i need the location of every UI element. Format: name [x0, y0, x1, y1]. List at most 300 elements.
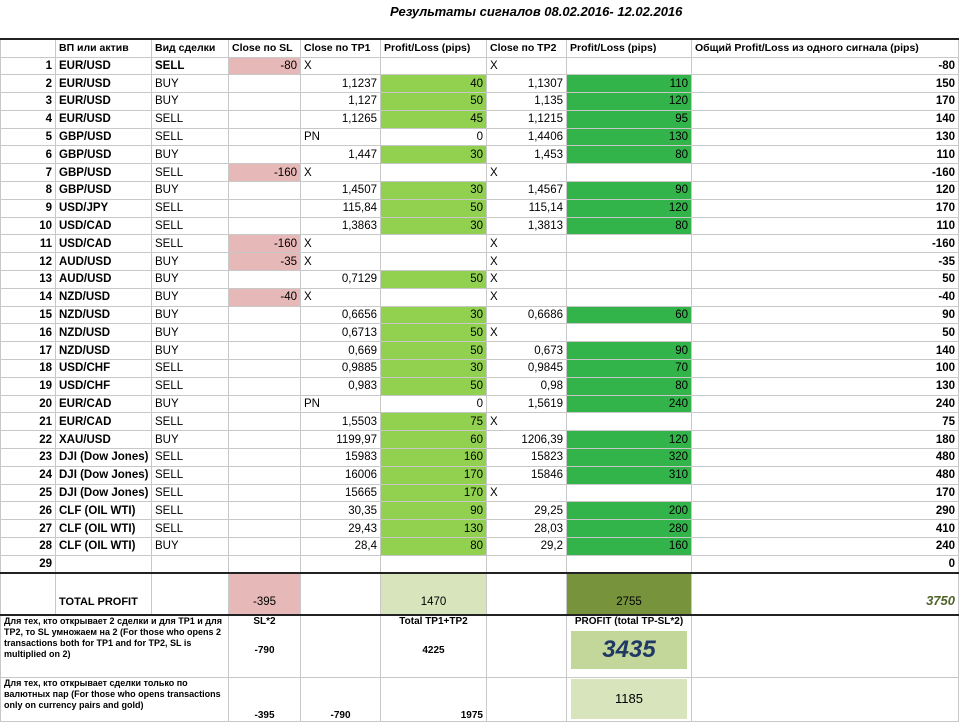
row-number: 28 — [1, 538, 56, 556]
pl1-cell — [381, 253, 487, 271]
close-tp1-cell: 1,3863 — [301, 217, 381, 235]
grand-total: 3750 — [692, 573, 959, 615]
total-profit-label: TOTAL PROFIT — [56, 573, 152, 615]
close-tp2-cell: 115,14 — [487, 199, 567, 217]
asset-cell: DJI (Dow Jones) — [56, 484, 152, 502]
close-sl-cell — [229, 484, 301, 502]
row-number: 2 — [1, 75, 56, 93]
trade-type-cell: BUY — [152, 182, 229, 200]
trade-type-cell: BUY — [152, 75, 229, 93]
pl2-cell: 200 — [567, 502, 692, 520]
table-row — [1, 288, 959, 306]
col-header-type: Вид сделки — [152, 39, 229, 57]
close-tp2-cell: 0,6686 — [487, 306, 567, 324]
asset-cell: NZD/USD — [56, 306, 152, 324]
asset-cell — [56, 555, 152, 573]
row-number: 18 — [1, 360, 56, 378]
trade-type-cell: BUY — [152, 271, 229, 289]
close-sl-cell: -160 — [229, 235, 301, 253]
table-row — [1, 466, 959, 484]
close-tp2-cell: X — [487, 484, 567, 502]
close-tp2-cell: X — [487, 288, 567, 306]
pl2-cell: 90 — [567, 342, 692, 360]
pl2-cell — [567, 235, 692, 253]
close-sl-cell — [229, 217, 301, 235]
pl2-cell: 70 — [567, 360, 692, 378]
asset-cell: CLF (OIL WTI) — [56, 538, 152, 556]
close-tp1-cell: 1,447 — [301, 146, 381, 164]
close-tp1-cell: 0,6713 — [301, 324, 381, 342]
asset-cell: USD/CHF — [56, 377, 152, 395]
pl2-cell — [567, 555, 692, 573]
row-number: 11 — [1, 235, 56, 253]
row-number: 20 — [1, 395, 56, 413]
close-sl-cell: -160 — [229, 164, 301, 182]
close-tp2-cell: X — [487, 271, 567, 289]
asset-cell: EUR/USD — [56, 93, 152, 111]
pl1-cell — [381, 235, 487, 253]
total-cell: 130 — [692, 128, 959, 146]
close-tp2-cell: 1206,39 — [487, 431, 567, 449]
trade-type-cell: BUY — [152, 253, 229, 271]
table-row — [1, 75, 959, 93]
close-sl-cell — [229, 538, 301, 556]
table-row — [1, 182, 959, 200]
pl2-cell: 80 — [567, 377, 692, 395]
trade-type-cell: BUY — [152, 93, 229, 111]
total-cell: 0 — [692, 555, 959, 573]
close-sl-cell — [229, 377, 301, 395]
pl2-cell: 310 — [567, 466, 692, 484]
total-cell: 170 — [692, 199, 959, 217]
total-cell: 110 — [692, 146, 959, 164]
trade-type-cell: BUY — [152, 395, 229, 413]
col-header-asset: ВП или актив — [56, 39, 152, 57]
col-header-total: Общий Profit/Loss из одного сигнала (pips) — [692, 39, 959, 57]
close-tp1-cell: X — [301, 235, 381, 253]
trade-type-cell: SELL — [152, 502, 229, 520]
pl1-cell: 30 — [381, 182, 487, 200]
table-row — [1, 555, 959, 573]
pl1-cell: 60 — [381, 431, 487, 449]
table-row — [1, 271, 959, 289]
close-sl-cell — [229, 395, 301, 413]
row-number: 13 — [1, 271, 56, 289]
close-tp1-cell: 0,7129 — [301, 271, 381, 289]
row-number: 22 — [1, 431, 56, 449]
close-tp1-cell: 30,35 — [301, 502, 381, 520]
pl1-cell: 50 — [381, 342, 487, 360]
asset-cell: EUR/USD — [56, 57, 152, 75]
row-number: 15 — [1, 306, 56, 324]
close-tp1-cell: 0,6656 — [301, 306, 381, 324]
close-tp1-cell: X — [301, 253, 381, 271]
total-cell: 170 — [692, 484, 959, 502]
row2-tp1: -790 — [301, 677, 381, 721]
close-tp1-cell: 0,9885 — [301, 360, 381, 378]
close-sl-cell — [229, 128, 301, 146]
pl1-cell: 170 — [381, 466, 487, 484]
table-row — [1, 431, 959, 449]
pl1-cell: 50 — [381, 199, 487, 217]
pl1-cell — [381, 57, 487, 75]
close-sl-cell: -40 — [229, 288, 301, 306]
table-row — [1, 538, 959, 556]
close-tp2-cell: 1,3813 — [487, 217, 567, 235]
close-tp2-cell: X — [487, 253, 567, 271]
total-cell: 410 — [692, 520, 959, 538]
table-row — [1, 93, 959, 111]
asset-cell: NZD/USD — [56, 288, 152, 306]
tp-total-label: Total TP1+TP2 — [399, 616, 468, 628]
total-cell: 240 — [692, 395, 959, 413]
close-tp2-cell: 0,98 — [487, 377, 567, 395]
pl2-cell: 120 — [567, 199, 692, 217]
row-number: 23 — [1, 449, 56, 467]
asset-cell: USD/CHF — [56, 360, 152, 378]
close-tp2-cell: 15823 — [487, 449, 567, 467]
trade-type-cell: BUY — [152, 146, 229, 164]
trade-type-cell: SELL — [152, 360, 229, 378]
table-row — [1, 520, 959, 538]
row-number: 26 — [1, 502, 56, 520]
close-tp2-cell: X — [487, 164, 567, 182]
close-tp1-cell: 1,127 — [301, 93, 381, 111]
pl2-cell: 160 — [567, 538, 692, 556]
trade-type-cell: SELL — [152, 164, 229, 182]
close-sl-cell — [229, 93, 301, 111]
close-sl-cell — [229, 520, 301, 538]
close-sl-cell — [229, 555, 301, 573]
close-sl-cell — [229, 110, 301, 128]
close-tp1-cell: 16006 — [301, 466, 381, 484]
close-sl-cell — [229, 306, 301, 324]
pl2-cell: 80 — [567, 146, 692, 164]
sl2-label: SL*2 — [253, 616, 276, 628]
pl2-cell — [567, 57, 692, 75]
pl2-cell — [567, 271, 692, 289]
close-tp1-cell: 1,1265 — [301, 110, 381, 128]
pl2-cell: 80 — [567, 217, 692, 235]
close-tp1-cell: 0,983 — [301, 377, 381, 395]
close-sl-cell — [229, 413, 301, 431]
close-tp1-cell: 15983 — [301, 449, 381, 467]
asset-cell: GBP/USD — [56, 128, 152, 146]
row2-sl: -395 — [229, 677, 301, 721]
row-number: 12 — [1, 253, 56, 271]
row-number: 19 — [1, 377, 56, 395]
row2-pl1: 1975 — [381, 677, 487, 721]
trade-type-cell: BUY — [152, 306, 229, 324]
close-sl-cell — [229, 466, 301, 484]
total-cell: 120 — [692, 182, 959, 200]
total-cell: 50 — [692, 271, 959, 289]
row-number: 29 — [1, 555, 56, 573]
total-cell: 170 — [692, 93, 959, 111]
pl1-cell: 50 — [381, 271, 487, 289]
asset-cell: GBP/USD — [56, 146, 152, 164]
trade-type-cell: BUY — [152, 324, 229, 342]
total-cell: 75 — [692, 413, 959, 431]
col-header-pl2: Profit/Loss (pips) — [567, 39, 692, 57]
pl2-cell — [567, 413, 692, 431]
trade-type-cell: BUY — [152, 431, 229, 449]
close-tp2-cell: X — [487, 324, 567, 342]
total-cell: 240 — [692, 538, 959, 556]
table-row — [1, 253, 959, 271]
total-pl2: 2755 — [567, 573, 692, 615]
close-tp1-cell: 1199,97 — [301, 431, 381, 449]
table-row — [1, 395, 959, 413]
asset-cell: USD/CAD — [56, 217, 152, 235]
sheet-title: Результаты сигналов 08.02.2016- 12.02.2016 — [390, 4, 683, 19]
asset-cell: EUR/CAD — [56, 395, 152, 413]
row-number: 4 — [1, 110, 56, 128]
close-tp2-cell: X — [487, 413, 567, 431]
note-double-sl: Для тех, кто открывает 2 сделки и для TP1 и для TP2, то SL умножаем на 2 (For those who opens 2 transactions both for TP1 and for TP2, SL is multiplied on 2) — [1, 615, 229, 677]
trade-type-cell: SELL — [152, 466, 229, 484]
row-number: 7 — [1, 164, 56, 182]
row-number: 27 — [1, 520, 56, 538]
total-cell: 180 — [692, 431, 959, 449]
trade-type-cell: SELL — [152, 199, 229, 217]
trade-type-cell: SELL — [152, 235, 229, 253]
trade-type-cell: SELL — [152, 449, 229, 467]
table-row — [1, 484, 959, 502]
pl2-cell: 320 — [567, 449, 692, 467]
pl1-cell: 0 — [381, 128, 487, 146]
close-sl-cell — [229, 502, 301, 520]
total-profit-row — [1, 573, 959, 615]
trade-type-cell: SELL — [152, 128, 229, 146]
total-cell: 480 — [692, 449, 959, 467]
trade-type-cell: SELL — [152, 484, 229, 502]
trade-type-cell — [152, 555, 229, 573]
close-tp1-cell: 29,43 — [301, 520, 381, 538]
close-tp2-cell — [487, 555, 567, 573]
table-row — [1, 146, 959, 164]
pl1-cell: 30 — [381, 306, 487, 324]
total-cell: 110 — [692, 217, 959, 235]
currency-only-row — [1, 677, 959, 721]
pl1-cell: 0 — [381, 395, 487, 413]
table-row — [1, 360, 959, 378]
row-number: 5 — [1, 128, 56, 146]
pl1-cell: 40 — [381, 75, 487, 93]
col-header-sl: Close по SL — [229, 39, 301, 57]
total-cell: -80 — [692, 57, 959, 75]
profit-label: PROFIT (total TP-SL*2) — [574, 616, 684, 628]
close-tp2-cell: 15846 — [487, 466, 567, 484]
total-pl1: 1470 — [381, 573, 487, 615]
pl1-cell: 50 — [381, 324, 487, 342]
pl1-cell: 50 — [381, 93, 487, 111]
close-tp1-cell — [301, 555, 381, 573]
close-tp1-cell: PN — [301, 128, 381, 146]
trade-type-cell: SELL — [152, 217, 229, 235]
pl2-cell: 130 — [567, 128, 692, 146]
close-tp1-cell: X — [301, 164, 381, 182]
col-header-pl1: Profit/Loss (pips) — [381, 39, 487, 57]
asset-cell: EUR/CAD — [56, 413, 152, 431]
total-cell: 290 — [692, 502, 959, 520]
asset-cell: USD/CAD — [56, 235, 152, 253]
pl2-cell: 95 — [567, 110, 692, 128]
close-sl-cell — [229, 342, 301, 360]
row-number: 14 — [1, 288, 56, 306]
row-number: 21 — [1, 413, 56, 431]
asset-cell: EUR/USD — [56, 110, 152, 128]
row-number: 25 — [1, 484, 56, 502]
close-sl-cell: -80 — [229, 57, 301, 75]
pl2-cell: 120 — [567, 93, 692, 111]
row2-profit: 1185 — [571, 679, 687, 719]
close-sl-cell — [229, 360, 301, 378]
col-header-tp1: Close по TP1 — [301, 39, 381, 57]
row-number: 1 — [1, 57, 56, 75]
close-sl-cell — [229, 449, 301, 467]
col-header-tp2: Close по TP2 — [487, 39, 567, 57]
asset-cell: USD/JPY — [56, 199, 152, 217]
close-tp2-cell: 28,03 — [487, 520, 567, 538]
total-cell: 90 — [692, 306, 959, 324]
asset-cell: NZD/USD — [56, 342, 152, 360]
row-number: 24 — [1, 466, 56, 484]
asset-cell: DJI (Dow Jones) — [56, 449, 152, 467]
close-tp2-cell: 1,135 — [487, 93, 567, 111]
results-table — [0, 38, 959, 722]
pl1-cell: 30 — [381, 217, 487, 235]
table-row — [1, 235, 959, 253]
pl1-cell: 45 — [381, 110, 487, 128]
row-number: 16 — [1, 324, 56, 342]
pl1-cell: 75 — [381, 413, 487, 431]
close-tp2-cell: 1,4406 — [487, 128, 567, 146]
close-tp2-cell: 1,4567 — [487, 182, 567, 200]
total-cell: -35 — [692, 253, 959, 271]
table-row — [1, 502, 959, 520]
close-tp1-cell: PN — [301, 395, 381, 413]
table-row — [1, 342, 959, 360]
pl2-cell — [567, 484, 692, 502]
asset-cell: XAU/USD — [56, 431, 152, 449]
table-row — [1, 413, 959, 431]
asset-cell: GBP/USD — [56, 182, 152, 200]
close-tp2-cell: 1,5619 — [487, 395, 567, 413]
row-number: 3 — [1, 93, 56, 111]
close-sl-cell — [229, 182, 301, 200]
asset-cell: EUR/USD — [56, 75, 152, 93]
close-tp2-cell: 1,1215 — [487, 110, 567, 128]
total-cell: -40 — [692, 288, 959, 306]
asset-cell: AUD/USD — [56, 271, 152, 289]
pl1-cell: 30 — [381, 146, 487, 164]
pl1-cell: 80 — [381, 538, 487, 556]
profit-value: 3435 — [571, 631, 687, 669]
trade-type-cell: SELL — [152, 520, 229, 538]
pl2-cell: 90 — [567, 182, 692, 200]
sl2-value: -790 — [254, 645, 275, 657]
table-row — [1, 164, 959, 182]
close-sl-cell: -35 — [229, 253, 301, 271]
close-sl-cell — [229, 199, 301, 217]
close-sl-cell — [229, 431, 301, 449]
pl1-cell — [381, 288, 487, 306]
total-cell: 130 — [692, 377, 959, 395]
total-cell: 100 — [692, 360, 959, 378]
total-cell: -160 — [692, 235, 959, 253]
close-sl-cell — [229, 146, 301, 164]
trade-type-cell: SELL — [152, 57, 229, 75]
row-number: 17 — [1, 342, 56, 360]
pl2-cell — [567, 324, 692, 342]
close-tp2-cell: 0,673 — [487, 342, 567, 360]
close-tp1-cell: 15665 — [301, 484, 381, 502]
pl2-cell — [567, 164, 692, 182]
close-tp2-cell: 0,9845 — [487, 360, 567, 378]
table-row — [1, 449, 959, 467]
header-row — [1, 39, 959, 57]
pl2-cell: 60 — [567, 306, 692, 324]
asset-cell: AUD/USD — [56, 253, 152, 271]
table-row — [1, 128, 959, 146]
pl1-cell: 170 — [381, 484, 487, 502]
close-tp1-cell: 1,5503 — [301, 413, 381, 431]
close-sl-cell — [229, 75, 301, 93]
table-row — [1, 110, 959, 128]
close-tp2-cell: X — [487, 57, 567, 75]
close-sl-cell — [229, 271, 301, 289]
asset-cell: GBP/USD — [56, 164, 152, 182]
close-tp1-cell: 0,669 — [301, 342, 381, 360]
trade-type-cell: BUY — [152, 288, 229, 306]
close-sl-cell — [229, 324, 301, 342]
total-cell: 140 — [692, 110, 959, 128]
total-cell: 140 — [692, 342, 959, 360]
tp-total-value: 4225 — [422, 645, 445, 657]
pl2-cell: 110 — [567, 75, 692, 93]
close-tp1-cell: 28,4 — [301, 538, 381, 556]
trade-type-cell: SELL — [152, 413, 229, 431]
close-tp1-cell: 1,1237 — [301, 75, 381, 93]
total-sl: -395 — [229, 573, 301, 615]
note-currency-only: Для тех, кто открывает сделки только по валютных пар (For those who opens transactions only on currency pairs and gold) — [1, 677, 229, 721]
table-row — [1, 57, 959, 75]
row-number: 6 — [1, 146, 56, 164]
asset-cell: NZD/USD — [56, 324, 152, 342]
pl1-cell: 50 — [381, 377, 487, 395]
pl2-cell: 240 — [567, 395, 692, 413]
trade-type-cell: BUY — [152, 342, 229, 360]
row-number: 8 — [1, 182, 56, 200]
table-row — [1, 199, 959, 217]
close-tp1-cell: X — [301, 57, 381, 75]
row-number: 9 — [1, 199, 56, 217]
table-row — [1, 217, 959, 235]
sl-double-row — [1, 615, 959, 677]
asset-cell: CLF (OIL WTI) — [56, 520, 152, 538]
table-row — [1, 306, 959, 324]
trade-type-cell: SELL — [152, 377, 229, 395]
close-tp1-cell: X — [301, 288, 381, 306]
close-tp2-cell: X — [487, 235, 567, 253]
total-cell: 50 — [692, 324, 959, 342]
close-tp2-cell: 1,453 — [487, 146, 567, 164]
pl1-cell — [381, 555, 487, 573]
trade-type-cell: BUY — [152, 538, 229, 556]
pl2-cell: 280 — [567, 520, 692, 538]
pl1-cell — [381, 164, 487, 182]
